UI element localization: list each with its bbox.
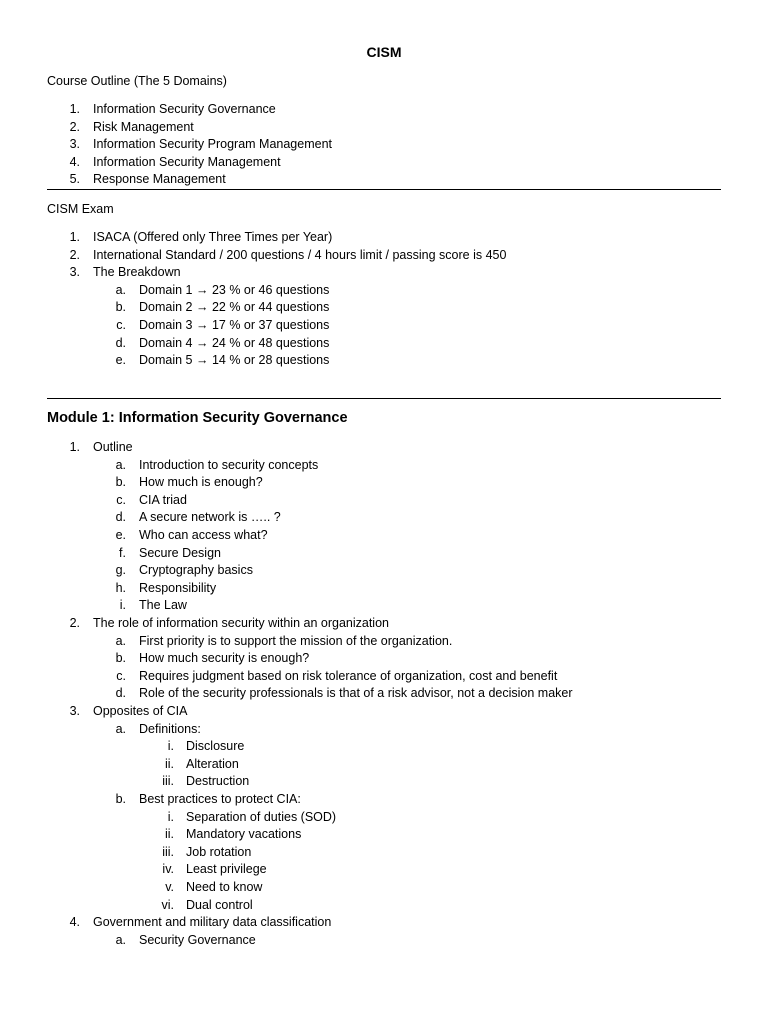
list-item-text: Least privilege: [186, 862, 267, 877]
list-marker: g.: [115, 563, 126, 578]
list-item-text: Information Security Program Management: [93, 137, 332, 152]
list-item-text: Best practices to protect CIA:: [139, 792, 301, 806]
list-item-text: A secure network is ….. ?: [139, 510, 281, 525]
module-subitem: [0, 633, 768, 651]
list-marker: i.: [167, 809, 174, 824]
list-marker: a.: [115, 457, 126, 472]
list-item-text: Need to know: [186, 880, 263, 894]
list-item-text: Responsibility: [139, 580, 217, 595]
module-subitem: [0, 509, 768, 527]
module-subitem: [0, 791, 768, 809]
list-marker: 5.: [69, 172, 80, 187]
list-marker: c.: [116, 492, 126, 507]
list-marker: b.: [115, 651, 126, 666]
module-subitem: [0, 580, 768, 598]
module-subsubitem: [0, 738, 768, 756]
list-item-text: How much is enough?: [139, 475, 263, 490]
list-item-text: Separation of duties (SOD): [186, 809, 337, 824]
list-marker: i.: [167, 739, 174, 754]
course-outline-heading: Course Outline (The 5 Domains): [47, 74, 227, 88]
module-subsubitem: [0, 879, 768, 897]
list-item-text: Opposites of CIA: [93, 704, 188, 718]
module-subitem: [0, 597, 768, 615]
module-item: [0, 439, 768, 457]
module-item: [0, 703, 768, 721]
list-item-text: Domain 5 → 14 % or 28 questions: [139, 353, 330, 368]
breakdown-item: [0, 317, 768, 335]
list-marker: h.: [115, 580, 126, 595]
list-item-text: Mandatory vacations: [186, 827, 302, 842]
document-title: CISM: [366, 44, 402, 60]
list-marker: b.: [115, 300, 126, 315]
list-marker: 3.: [69, 704, 80, 718]
list-marker: 1.: [69, 230, 80, 244]
list-marker: 1.: [69, 440, 80, 454]
module-subsubitem: [0, 773, 768, 791]
domain-item: [0, 171, 768, 189]
list-item-text: Domain 1 → 23 % or 46 questions: [139, 282, 330, 297]
list-item-text: Destruction: [186, 774, 250, 789]
module-subitem: [0, 457, 768, 475]
list-item-text: Definitions:: [139, 721, 201, 736]
list-marker: 4.: [69, 154, 80, 169]
list-marker: 4.: [69, 915, 80, 930]
list-item-text: Alteration: [186, 756, 239, 771]
list-item-text: CIA triad: [139, 492, 187, 507]
list-item-text: Requires judgment based on risk tolerance of organization, cost and benefit: [139, 668, 558, 683]
module-subsubitem: [0, 861, 768, 879]
module-subitem: [0, 545, 768, 563]
module-item: [0, 914, 768, 932]
domain-item: [0, 119, 768, 137]
domain-item: [0, 101, 768, 119]
list-marker: 3.: [69, 137, 80, 152]
list-marker: b.: [115, 475, 126, 490]
list-item-text: Information Security Management: [93, 154, 281, 169]
list-marker: d.: [115, 335, 126, 350]
list-marker: a.: [115, 282, 126, 297]
module-subitem: [0, 721, 768, 739]
list-item-text: Security Governance: [139, 932, 256, 947]
module-subitem: [0, 562, 768, 580]
module-title: Module 1: Information Security Governance: [47, 410, 348, 426]
list-marker: iii.: [162, 844, 174, 859]
breakdown-item: [0, 335, 768, 353]
list-marker: v.: [165, 880, 174, 894]
list-item-text: Domain 4 → 24 % or 48 questions: [139, 335, 330, 350]
list-marker: 2.: [69, 119, 80, 134]
module-subitem: [0, 668, 768, 686]
module-subsubitem: [0, 897, 768, 915]
divider-1: [47, 189, 721, 190]
list-item-text: The Breakdown: [93, 265, 181, 280]
divider-2: [47, 398, 721, 399]
list-item-text: Job rotation: [186, 844, 252, 859]
list-marker: c.: [116, 668, 126, 683]
list-marker: vi.: [161, 897, 174, 912]
list-marker: f.: [119, 545, 126, 560]
list-marker: c.: [116, 318, 126, 332]
list-item-text: Who can access what?: [139, 528, 268, 542]
list-marker: e.: [115, 528, 126, 542]
list-item-text: Introduction to security concepts: [139, 457, 319, 472]
domain-item: [0, 136, 768, 154]
list-marker: a.: [115, 633, 126, 648]
list-marker: d.: [115, 510, 126, 525]
exam-heading: CISM Exam: [47, 202, 114, 216]
list-item-text: Risk Management: [93, 119, 194, 134]
list-marker: iii.: [162, 774, 174, 789]
breakdown-item: [0, 299, 768, 317]
module-subsubitem: [0, 809, 768, 827]
list-item-text: Information Security Governance: [93, 102, 276, 116]
exam-item: [0, 229, 768, 247]
module-subsubitem: [0, 826, 768, 844]
list-item-text: Dual control: [186, 897, 253, 912]
list-item-text: The role of information security within an organization: [93, 616, 389, 630]
module-subitem: [0, 527, 768, 545]
list-marker: ii.: [164, 827, 174, 842]
list-marker: 2.: [69, 616, 80, 630]
breakdown-item: [0, 352, 768, 370]
breakdown-item: [0, 282, 768, 300]
module-subsubitem: [0, 844, 768, 862]
module-item: [0, 615, 768, 633]
list-item-text: Role of the security professionals is that of a risk advisor, not a decision maker: [139, 686, 573, 701]
module-subitem: [0, 650, 768, 668]
list-item-text: Government and military data classification: [93, 915, 332, 930]
list-marker: ii.: [164, 756, 174, 771]
exam-item: [0, 264, 768, 282]
module-subitem: [0, 474, 768, 492]
module-subitem: [0, 492, 768, 510]
list-marker: 2.: [69, 247, 80, 262]
module-subsubitem: [0, 756, 768, 774]
list-item-text: ISACA (Offered only Three Times per Year): [93, 230, 333, 244]
list-item-text: Cryptography basics: [139, 563, 253, 578]
list-marker: b.: [115, 792, 126, 806]
list-marker: d.: [115, 686, 126, 701]
list-item-text: Response Management: [93, 172, 226, 187]
list-item-text: The Law: [139, 598, 187, 613]
list-item-text: Outline: [93, 440, 133, 454]
list-item-text: First priority is to support the mission of the organization.: [139, 633, 453, 648]
list-marker: i.: [119, 598, 126, 613]
list-marker: 3.: [69, 265, 80, 280]
list-item-text: Domain 2 → 22 % or 44 questions: [139, 300, 330, 315]
domain-item: [0, 154, 768, 172]
list-marker: 1.: [69, 102, 80, 116]
module-subitem: [0, 932, 768, 950]
list-marker: e.: [115, 353, 126, 368]
list-marker: a.: [115, 721, 126, 736]
list-marker: iv.: [162, 862, 174, 877]
list-item-text: Secure Design: [139, 545, 221, 560]
list-item-text: International Standard / 200 questions / 4 hours limit / passing score is 450: [93, 247, 507, 262]
module-subitem: [0, 685, 768, 703]
exam-item: [0, 247, 768, 265]
list-marker: a.: [115, 932, 126, 947]
list-item-text: How much security is enough?: [139, 651, 310, 666]
list-item-text: Disclosure: [186, 739, 245, 754]
list-item-text: Domain 3 → 17 % or 37 questions: [139, 318, 330, 332]
